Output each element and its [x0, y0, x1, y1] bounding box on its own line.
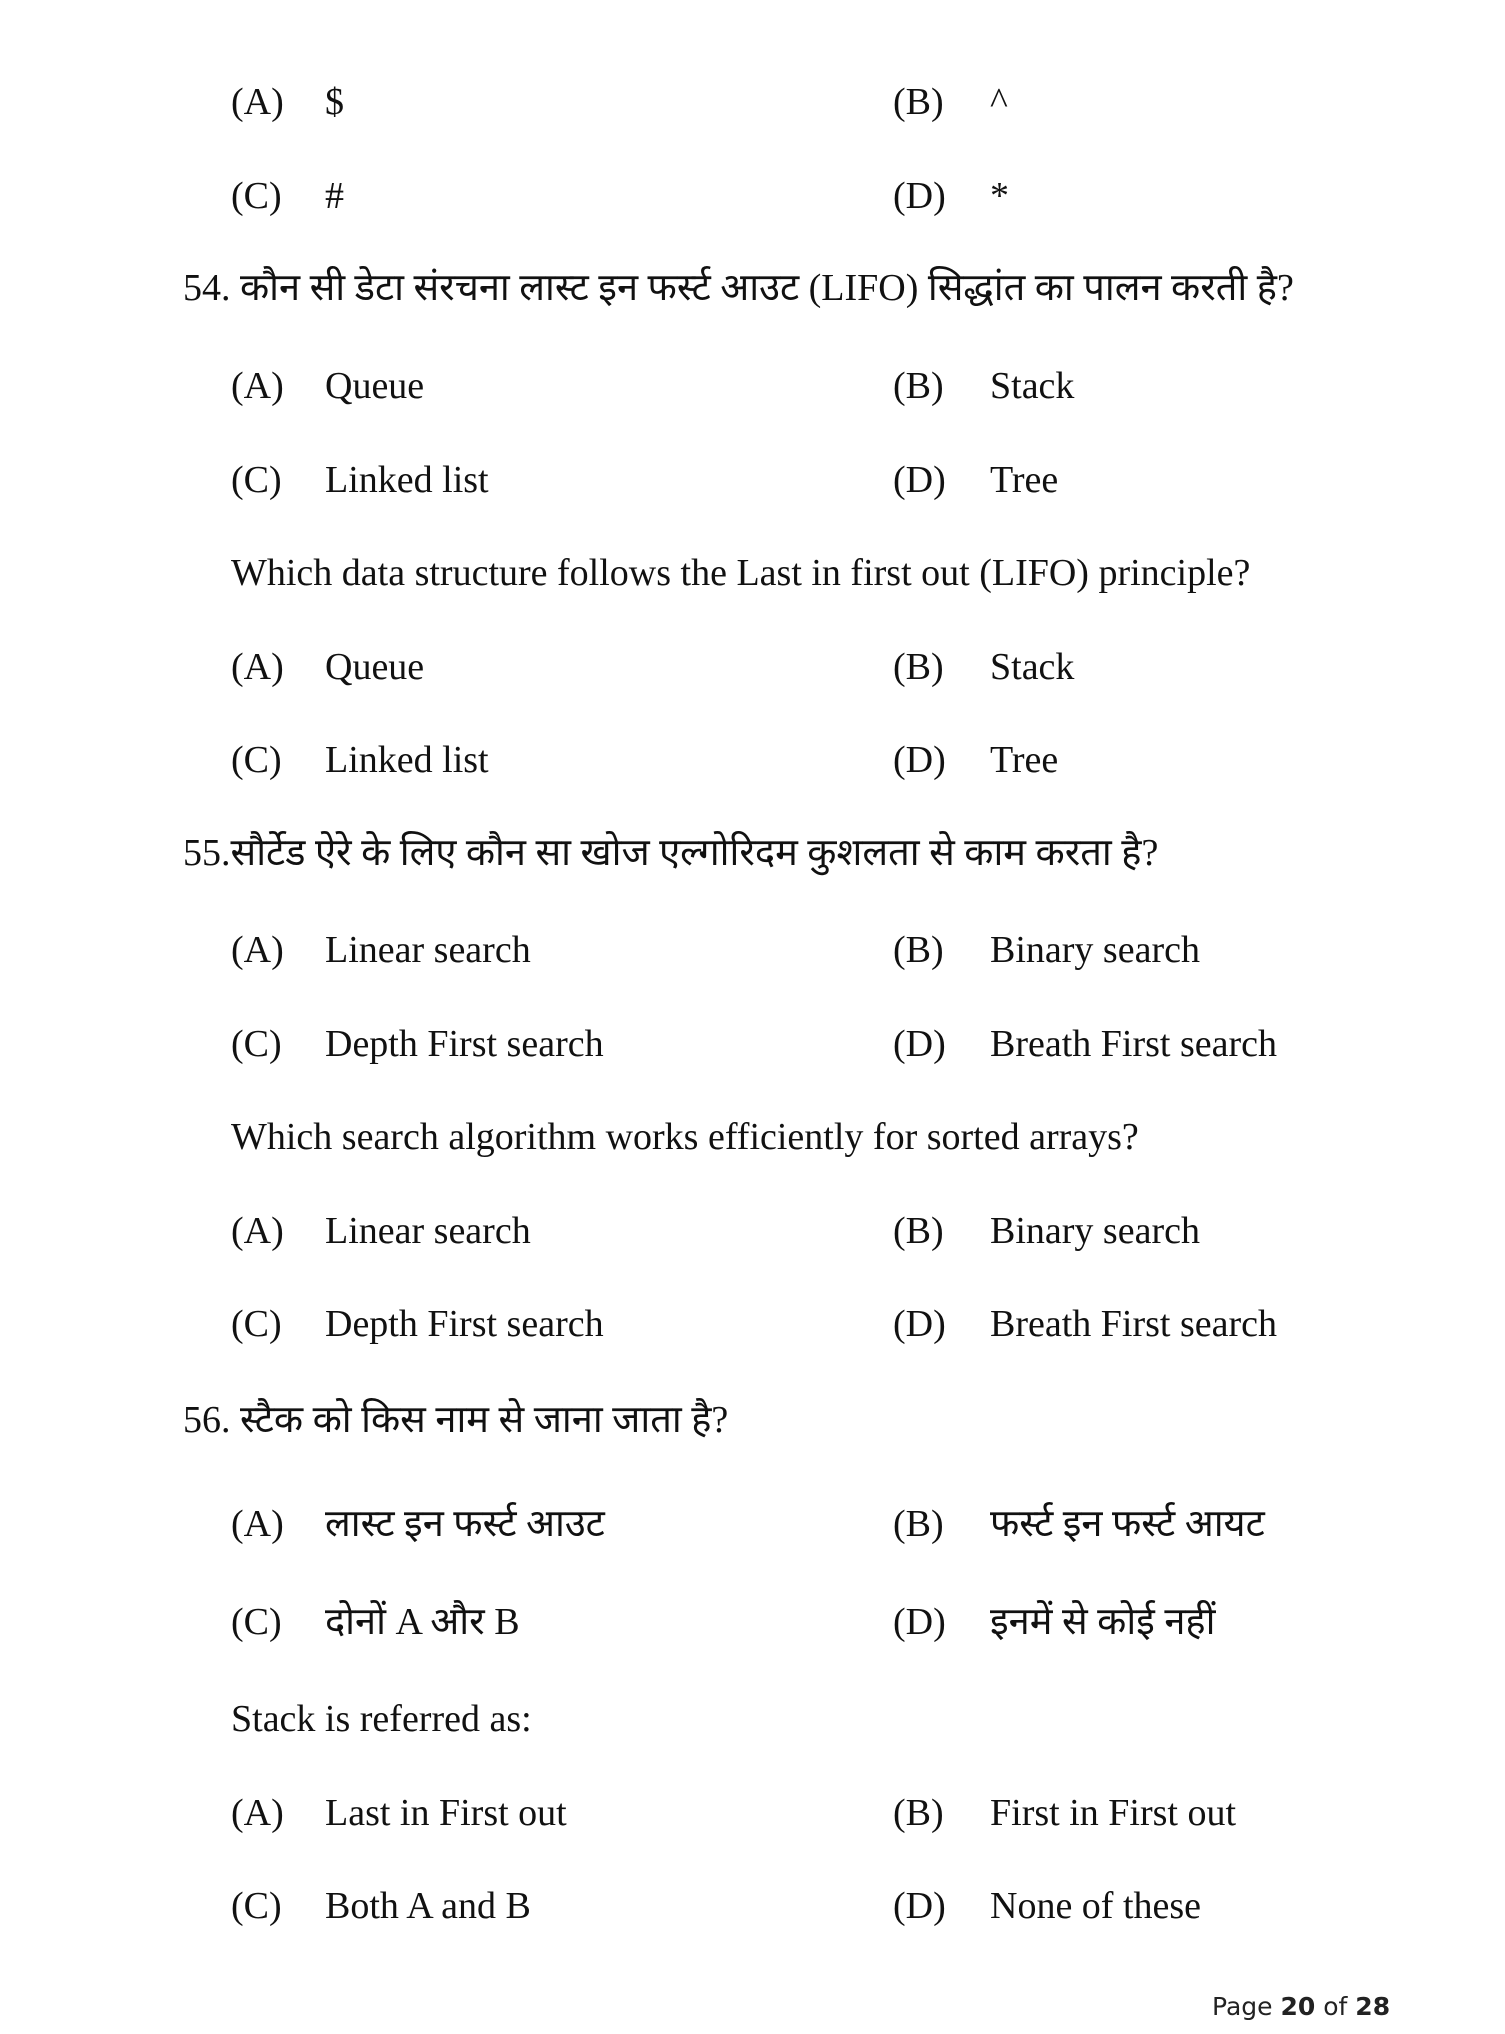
footer-total-pages: 28 [1355, 1992, 1391, 2021]
q56-e-option-b-letter: (B) [893, 1792, 944, 1834]
q55-english-question: Which search algorithm works efficiently for sorted arrays? [231, 1116, 1139, 1158]
q53-option-d-letter: (D) [893, 175, 946, 217]
q54-h-option-c-text: Linked list [325, 459, 489, 501]
q53-option-b-text: ^ [990, 81, 1008, 123]
footer-of-word: of [1323, 1992, 1348, 2021]
q53-option-c-text: # [325, 175, 344, 217]
q56-e-option-b-text: First in First out [990, 1792, 1236, 1834]
q55-h-option-b-text: Binary search [990, 929, 1200, 971]
q55-e-option-a-letter: (A) [231, 1210, 284, 1252]
q54-h-option-b-text: Stack [990, 365, 1075, 407]
q53-option-a-letter: (A) [231, 81, 284, 123]
q54-e-option-b-text: Stack [990, 646, 1075, 688]
q54-e-option-c-letter: (C) [231, 739, 282, 781]
q55-e-option-a-text: Linear search [325, 1210, 531, 1252]
q55-h-option-c-letter: (C) [231, 1023, 282, 1065]
q55-h-option-b-letter: (B) [893, 929, 944, 971]
footer-page-word: Page [1212, 1992, 1273, 2021]
q55-h-option-d-letter: (D) [893, 1023, 946, 1065]
q54-e-option-b-letter: (B) [893, 646, 944, 688]
q55-h-option-a-letter: (A) [231, 929, 284, 971]
q53-option-a-text: $ [325, 81, 344, 123]
q56-h-option-a-letter: (A) [231, 1503, 284, 1545]
q54-h-option-b-letter: (B) [893, 365, 944, 407]
q56-e-option-d-text: None of these [990, 1885, 1202, 1927]
q54-h-option-a-text: Queue [325, 365, 425, 407]
q54-e-option-c-text: Linked list [325, 739, 489, 781]
q54-e-option-d-text: Tree [990, 739, 1059, 781]
q54-english-question: Which data structure follows the Last in first out (LIFO) principle? [231, 552, 1251, 594]
q56-h-option-b-text: फर्स्ट इन फर्स्ट आयट [990, 1503, 1265, 1545]
q54-h-option-a-letter: (A) [231, 365, 284, 407]
q56-h-option-c-text: दोनों A और B [325, 1601, 520, 1643]
q54-hindi-question: 54. कौन सी डेटा संरचना लास्ट इन फर्स्ट आउट (LIFO) सिद्धांत का पालन करती है? [183, 267, 1294, 309]
q56-e-option-a-text: Last in First out [325, 1792, 567, 1834]
q56-hindi-question: 56. स्टैक को किस नाम से जाना जाता है? [183, 1399, 729, 1441]
q55-e-option-b-letter: (B) [893, 1210, 944, 1252]
footer-current-page: 20 [1280, 1992, 1316, 2021]
q55-h-option-d-text: Breath First search [990, 1023, 1278, 1065]
q54-h-option-c-letter: (C) [231, 459, 282, 501]
q53-option-b-letter: (B) [893, 81, 944, 123]
q56-e-option-d-letter: (D) [893, 1885, 946, 1927]
q55-h-option-a-text: Linear search [325, 929, 531, 971]
q54-e-option-a-letter: (A) [231, 646, 284, 688]
q55-h-option-c-text: Depth First search [325, 1023, 604, 1065]
q56-english-question: Stack is referred as: [231, 1698, 532, 1740]
page-number-footer [1212, 1991, 1390, 2023]
q54-e-option-d-letter: (D) [893, 739, 946, 781]
q55-e-option-d-text: Breath First search [990, 1303, 1278, 1345]
q55-e-option-c-letter: (C) [231, 1303, 282, 1345]
q54-h-option-d-letter: (D) [893, 459, 946, 501]
q53-option-c-letter: (C) [231, 175, 282, 217]
q56-h-option-c-letter: (C) [231, 1601, 282, 1643]
q55-e-option-c-text: Depth First search [325, 1303, 604, 1345]
q56-e-option-c-letter: (C) [231, 1885, 282, 1927]
q55-e-option-d-letter: (D) [893, 1303, 946, 1345]
q55-hindi-question: 55.सौर्टेड ऐरे के लिए कौन सा खोज एल्गोरिदम कुशलता से काम करता है? [183, 832, 1159, 874]
q53-option-d-text: * [990, 175, 1009, 217]
q54-e-option-a-text: Queue [325, 646, 425, 688]
q54-h-option-d-text: Tree [990, 459, 1059, 501]
q56-h-option-b-letter: (B) [893, 1503, 944, 1545]
q56-h-option-a-text: लास्ट इन फर्स्ट आउट [325, 1503, 605, 1545]
q56-e-option-a-letter: (A) [231, 1792, 284, 1834]
q56-h-option-d-letter: (D) [893, 1601, 946, 1643]
q56-h-option-d-text: इनमें से कोई नहीं [990, 1601, 1216, 1643]
q56-e-option-c-text: Both A and B [325, 1885, 531, 1927]
q55-e-option-b-text: Binary search [990, 1210, 1200, 1252]
